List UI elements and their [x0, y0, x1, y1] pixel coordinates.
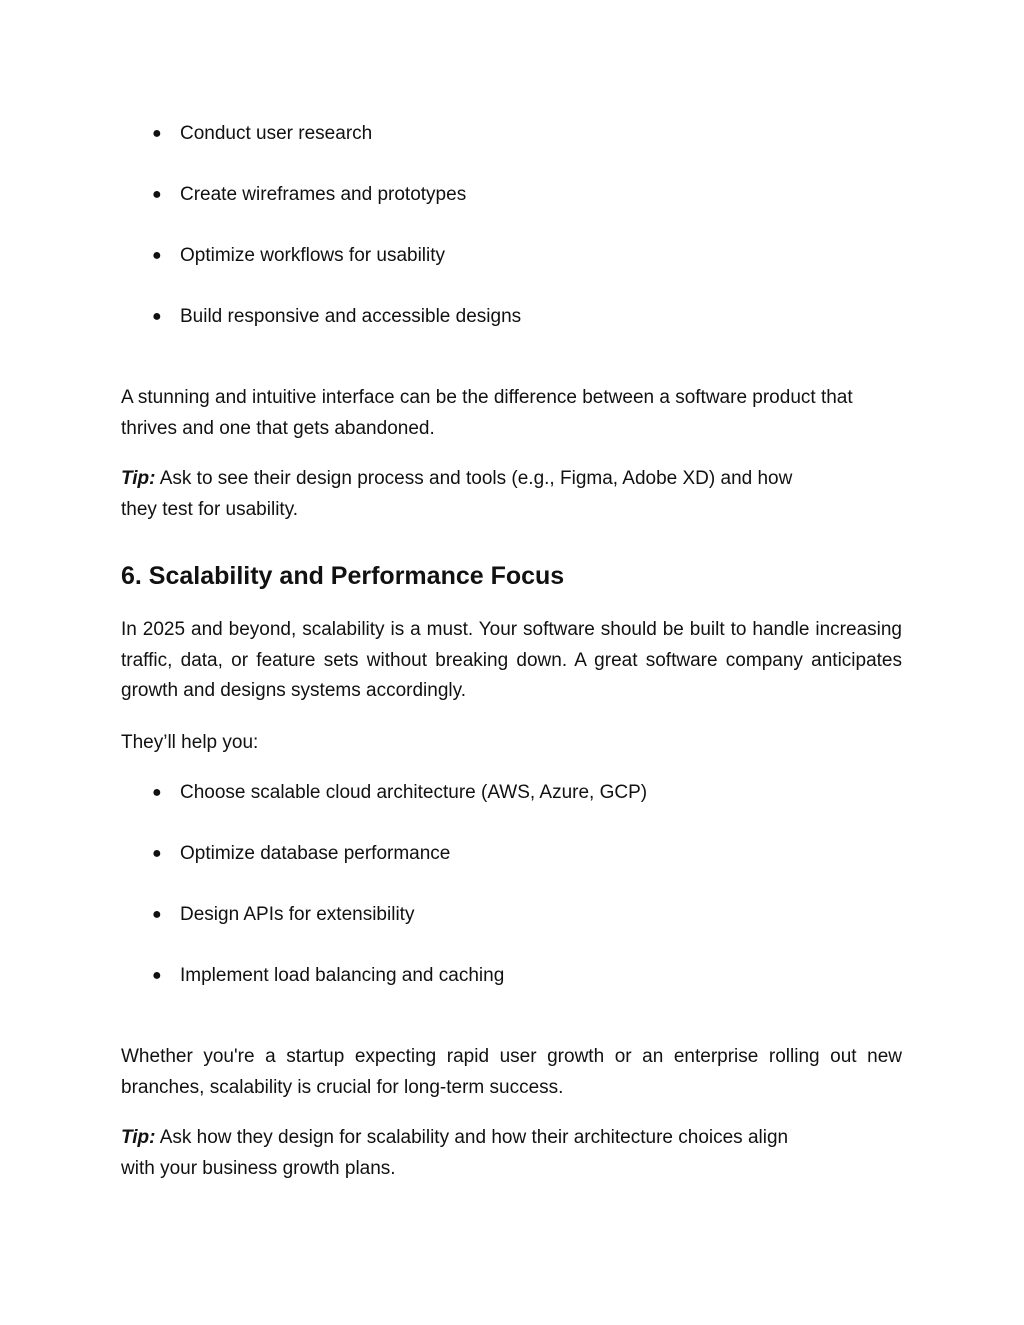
list-item: [152, 180, 466, 210]
tip-paragraph: [121, 464, 902, 525]
list-item: [152, 839, 450, 869]
tip-text: Ask how they design for scalability and how their architecture choices align: [159, 1127, 789, 1148]
section-heading: 6. Scalability and Performance Focus: [121, 562, 565, 590]
tip-line: with your business growth plans.: [121, 1157, 396, 1179]
paragraph-interface: A stunning and intuitive interface can be the difference between a software product that thrives and one that gets abandoned.: [121, 387, 853, 439]
list-item-text: Optimize workflows for usability: [180, 245, 446, 266]
tip-line: [121, 464, 853, 495]
tip-label: Tip:: [121, 468, 156, 489]
bullet-icon: ●: [152, 906, 162, 923]
list-item: [152, 778, 647, 808]
bullet-icon: ●: [152, 186, 162, 203]
list-item-text: Choose scalable cloud architecture (AWS, Azure, GCP): [180, 782, 648, 803]
paragraph-startup: Whether you're a startup expecting rapid user growth or an enterprise rolling out new branches, scalability is crucial for long-term success.: [121, 1046, 902, 1098]
tip-label: Tip:: [121, 1127, 156, 1148]
bullet-icon: ●: [152, 308, 162, 325]
bullet-icon: ●: [152, 784, 162, 801]
list-item-text: Create wireframes and prototypes: [180, 184, 467, 205]
list-item-text: Implement load balancing and caching: [180, 965, 505, 986]
list-item-text: Design APIs for extensibility: [180, 904, 415, 925]
bullet-icon: ●: [152, 247, 162, 264]
tip-text: Ask to see their design process and tools (e.g., Figma, Adobe XD) and how: [159, 468, 793, 489]
list-item-text: Optimize database performance: [180, 843, 451, 864]
list-item-text: Conduct user research: [180, 123, 373, 144]
bullet-icon: ●: [152, 125, 162, 142]
list-item: [152, 119, 372, 149]
list-item-text: Build responsive and accessible designs: [180, 306, 522, 327]
tip-line: [121, 1123, 852, 1154]
list-item: [152, 241, 445, 271]
list-item: [152, 302, 521, 332]
paragraph-scalability: In 2025 and beyond, scalability is a must. Your software should be built to handle increasing traffic, data, or feature sets without breaking down. A great software company anticipates growth and designs systems accordingly.: [121, 619, 902, 701]
tip-line: they test for usability.: [121, 498, 299, 520]
paragraph-help: They’ll help you:: [121, 732, 259, 753]
bullet-icon: ●: [152, 845, 162, 862]
list-item: [152, 900, 414, 930]
tip-paragraph: [121, 1123, 902, 1184]
list-item: [152, 961, 504, 991]
bullet-icon: ●: [152, 967, 162, 984]
